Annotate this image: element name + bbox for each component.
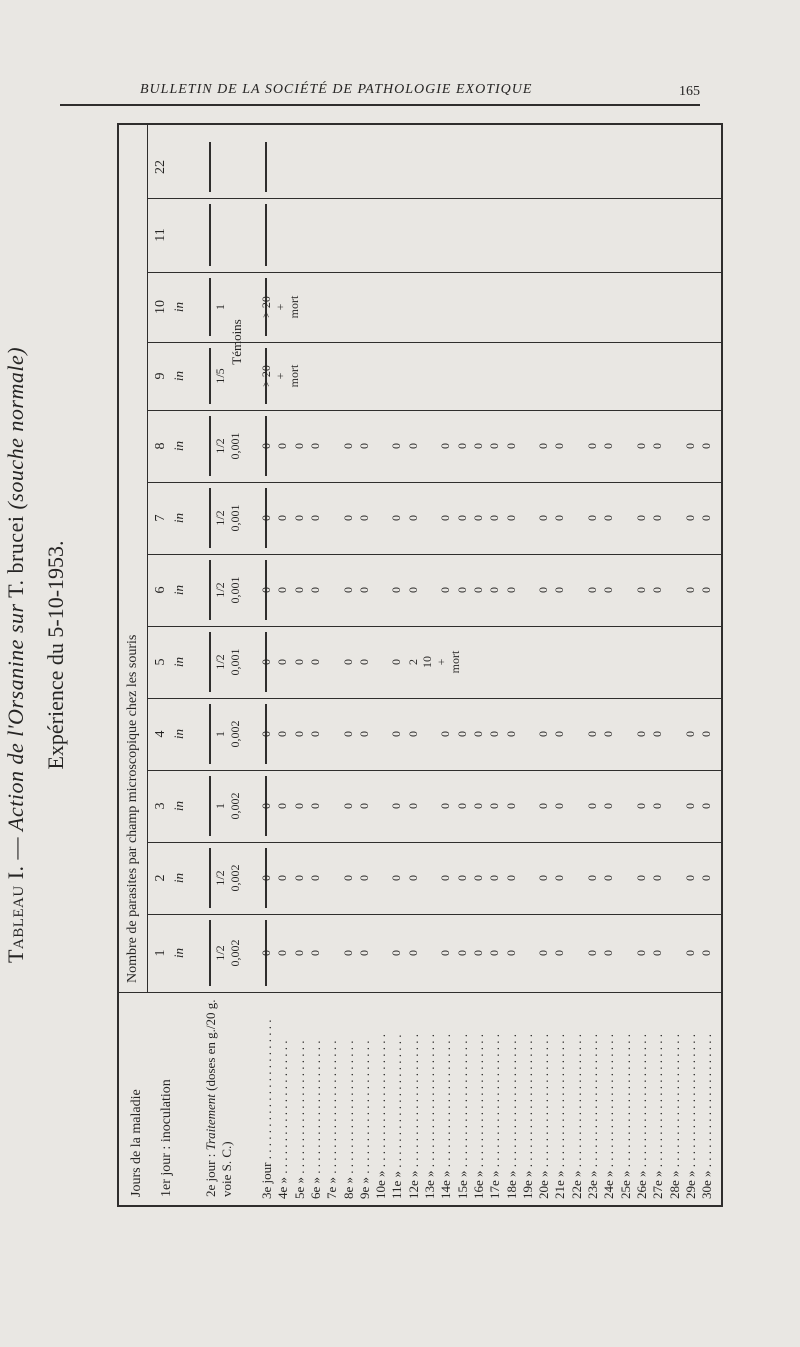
- mouse-number: 5: [153, 658, 168, 666]
- parasite-count: 0: [291, 443, 306, 449]
- mouse-column: [147, 698, 721, 771]
- day-row-label: 24e » . . . . . . . . . . . . . . . . . . . . .: [601, 1033, 617, 1199]
- parasite-count: 0: [405, 875, 420, 881]
- parasite-count: 0: [503, 950, 518, 956]
- parasite-count: 0: [633, 587, 648, 593]
- parasite-count: 0: [405, 950, 420, 956]
- day-row-label: 11e » . . . . . . . . . . . . . . . . . . . . .: [389, 1034, 405, 1199]
- parasite-count: 0: [650, 443, 665, 449]
- parasite-count: 0: [275, 803, 290, 809]
- mouse-number: 3: [153, 802, 168, 810]
- parasite-count: 0: [340, 803, 355, 809]
- mouse-route: in: [171, 301, 186, 313]
- day-row-label: 8e » . . . . . . . . . . . . . . . . . . . . .: [340, 1040, 356, 1199]
- temoins-label: Témoins: [229, 319, 244, 365]
- parasite-count: 0: [633, 515, 648, 521]
- day-row-label: 12e » . . . . . . . . . . . . . . . . . . . . .: [405, 1033, 421, 1199]
- parasite-count: 0: [536, 803, 551, 809]
- parasite-count: 0: [454, 803, 469, 809]
- parasite-count: 0: [438, 587, 453, 593]
- dose-divider: [265, 204, 267, 266]
- parasite-count: 0: [699, 950, 714, 956]
- mouse-column: [147, 136, 721, 199]
- day-row-label: 27e » . . . . . . . . . . . . . . . . . . . . .: [650, 1033, 666, 1199]
- parasite-count: 0: [552, 731, 567, 737]
- mouse-number: 4: [153, 730, 168, 738]
- header-divider: [209, 848, 211, 908]
- parasite-count: 0: [503, 731, 518, 737]
- parasite-count: 0: [601, 731, 616, 737]
- super-header: [119, 125, 148, 993]
- treatment-word: Traitement: [203, 1094, 218, 1151]
- header-divider: [209, 560, 211, 620]
- day-row-label: 29e » . . . . . . . . . . . . . . . . . . . . .: [682, 1033, 698, 1199]
- dose-cell: 1 0,002: [213, 792, 242, 820]
- parasite-count: 0: [438, 443, 453, 449]
- parasite-count: 0: [503, 515, 518, 521]
- parasite-count: 0: [389, 875, 404, 881]
- parasite-count: 0: [275, 587, 290, 593]
- running-title: BULLETIN DE LA SOCIÉTÉ DE PATHOLOGIE EXOTIQUE: [140, 82, 533, 97]
- parasite-count: 0: [536, 731, 551, 737]
- parasite-count: 0: [650, 803, 665, 809]
- super-header-label: Nombre de parasites par champ microscopique chez les souris: [125, 634, 140, 983]
- parasite-count: 0: [633, 803, 648, 809]
- dose-cell: 1 0,002: [213, 720, 242, 748]
- parasite-count: 0: [307, 731, 322, 737]
- parasite-count: 0: [356, 659, 371, 665]
- parasite-count: 0: [585, 950, 599, 956]
- parasite-count: 0: [405, 803, 420, 809]
- day-row-label: 9e » . . . . . . . . . . . . . . . . . . . . .: [356, 1040, 372, 1199]
- parasite-count: 0: [470, 950, 485, 956]
- parasite-count: 0: [275, 731, 290, 737]
- caption-experiment: Expérience du 5-10-1953.: [43, 540, 68, 770]
- mouse-number: 6: [153, 586, 168, 594]
- page-header: [60, 78, 700, 108]
- day-row-label: 5e » . . . . . . . . . . . . . . . . . . . . .: [291, 1040, 307, 1199]
- parasite-count: 0: [585, 731, 599, 737]
- dose-cell: 1/5: [213, 368, 227, 384]
- header-rule: [60, 104, 700, 106]
- parasite-count: 0: [259, 731, 273, 737]
- day-row-label: 23e » . . . . . . . . . . . . . . . . . . . . .: [585, 1033, 600, 1199]
- mouse-route: in: [171, 800, 186, 812]
- parasite-count: 0: [536, 587, 551, 593]
- days-column: [119, 992, 721, 1205]
- parasite-count: 0: [536, 950, 551, 956]
- day-row-label: 14e » . . . . . . . . . . . . . . . . . . . . .: [438, 1033, 454, 1199]
- day-row-label: 25e » . . . . . . . . . . . . . . . . . . . . .: [617, 1033, 633, 1199]
- parasite-count: 0: [259, 443, 273, 449]
- parasite-count: 0: [405, 515, 420, 521]
- parasite-count: 0: [536, 443, 551, 449]
- day-row-label: 22e » . . . . . . . . . . . . . . . . . . . . .: [568, 1033, 584, 1199]
- mouse-column: [147, 198, 721, 273]
- parasite-count: 0: [291, 731, 306, 737]
- parasite-count: 0: [470, 731, 485, 737]
- parasite-count: 0: [340, 875, 355, 881]
- caption-title: Action de l'Orsanine sur: [3, 603, 28, 831]
- parasite-count: 0: [601, 443, 616, 449]
- inoculation-row: 1er jour : inoculation: [159, 1079, 174, 1197]
- parasite-count: 0: [340, 731, 355, 737]
- mouse-number: 2: [153, 874, 168, 882]
- parasite-count: 0: [650, 587, 665, 593]
- parasite-count: 0: [699, 731, 714, 737]
- parasite-count: 0: [487, 515, 502, 521]
- parasite-count: 0: [503, 803, 518, 809]
- header-divider: [209, 142, 211, 192]
- header-divider: [209, 776, 211, 836]
- parasite-count: 0: [470, 515, 485, 521]
- days-header: Jours de la maladie: [129, 1089, 144, 1197]
- parasite-count: 0: [405, 731, 420, 737]
- caption-species: T. brucei: [3, 509, 28, 604]
- parasite-count: 0: [470, 803, 485, 809]
- parasite-count: 0: [682, 950, 697, 956]
- parasite-count: 0: [585, 515, 599, 521]
- parasite-count: 0: [585, 587, 599, 593]
- parasite-count: 0: [307, 659, 322, 665]
- parasite-count: 0: [291, 803, 306, 809]
- parasite-count: 0: [682, 515, 697, 521]
- caption-strain: (souche normale): [3, 346, 28, 510]
- treatment-prefix: 2e jour :: [203, 1150, 218, 1197]
- parasite-count: 0: [291, 659, 306, 665]
- day-row-label: 4e » . . . . . . . . . . . . . . . . . . . . .: [275, 1040, 291, 1199]
- parasite-count: 0: [389, 443, 404, 449]
- parasite-count: 0: [633, 875, 648, 881]
- parasite-count: 0: [682, 803, 697, 809]
- day-row-label: 7e » . . . . . . . . . . . . . . . . . . . . .: [324, 1040, 340, 1199]
- parasite-count: 0: [601, 515, 616, 521]
- day-row-label: 17e » . . . . . . . . . . . . . . . . . . . . .: [487, 1033, 503, 1199]
- parasite-count: 0: [552, 950, 567, 956]
- death-marker: > 20 + mort: [259, 295, 301, 319]
- parasite-count: 0: [470, 875, 485, 881]
- parasite-count: 0: [487, 731, 502, 737]
- parasite-count: 0: [552, 515, 567, 521]
- parasite-count: 0: [275, 950, 290, 956]
- parasite-count: 0: [356, 803, 371, 809]
- parasite-count: 0: [487, 587, 502, 593]
- parasite-count: 0: [259, 875, 273, 881]
- page-number: 165: [679, 84, 700, 99]
- parasite-count: 0: [259, 515, 273, 521]
- mouse-column: [147, 842, 721, 915]
- mouse-route: in: [171, 872, 186, 884]
- parasite-count: 0: [340, 950, 355, 956]
- parasite-count: 0: [682, 443, 697, 449]
- parasite-count: 0: [601, 803, 616, 809]
- mouse-column: [147, 482, 721, 555]
- parasite-count: 0: [389, 731, 404, 737]
- day-row-label: 18e » . . . . . . . . . . . . . . . . . . . . .: [503, 1033, 519, 1199]
- data-table: [117, 123, 723, 1207]
- caption-dash: —: [3, 830, 28, 866]
- header-divider: [209, 204, 211, 266]
- parasite-count: 0: [291, 587, 306, 593]
- parasite-count: 0: [633, 443, 648, 449]
- parasite-count: 0: [454, 950, 469, 956]
- death-marker: 2 10 + mort: [405, 650, 462, 674]
- parasite-count: 0: [307, 875, 322, 881]
- parasite-count: 0: [601, 875, 616, 881]
- parasite-count: 0: [470, 443, 485, 449]
- parasite-count: 0: [454, 443, 469, 449]
- parasite-count: 0: [585, 875, 599, 881]
- dose-cell: 1/2 0,002: [213, 864, 242, 892]
- parasite-count: 0: [699, 875, 714, 881]
- day-row-label: 16e » . . . . . . . . . . . . . . . . . . . . .: [470, 1033, 486, 1199]
- parasite-count: 0: [291, 875, 306, 881]
- parasite-count: 0: [259, 950, 273, 956]
- parasite-count: 0: [503, 587, 518, 593]
- parasite-count: 0: [275, 515, 290, 521]
- header-divider: [209, 416, 211, 476]
- parasite-count: 0: [291, 515, 306, 521]
- day-row-label: 19e » . . . . . . . . . . . . . . . . . . . . .: [519, 1033, 535, 1199]
- mouse-number: 10: [153, 300, 168, 314]
- parasite-count: 0: [356, 731, 371, 737]
- day-row-label: 21e » . . . . . . . . . . . . . . . . . . . . .: [552, 1033, 568, 1199]
- parasite-count: 0: [340, 659, 355, 665]
- parasite-count: 0: [356, 587, 371, 593]
- parasite-count: 0: [405, 443, 420, 449]
- parasite-count: 0: [405, 587, 420, 593]
- parasite-count: 0: [487, 875, 502, 881]
- parasite-count: 0: [307, 587, 322, 593]
- parasite-count: 0: [389, 950, 404, 956]
- parasite-count: 0: [552, 803, 567, 809]
- treatment-suffix: (doses en g./20 g. voie S. C.): [203, 999, 234, 1197]
- parasite-count: 0: [552, 875, 567, 881]
- mouse-number: 22: [153, 160, 168, 174]
- header-divider: [209, 348, 211, 404]
- parasite-count: 0: [503, 875, 518, 881]
- mouse-column: [147, 770, 721, 843]
- mouse-number: 9: [153, 372, 168, 380]
- parasite-count: 0: [650, 950, 665, 956]
- parasite-count: 0: [307, 443, 322, 449]
- parasite-count: 0: [307, 950, 322, 956]
- parasite-count: 0: [699, 587, 714, 593]
- parasite-count: 0: [275, 443, 290, 449]
- parasite-count: 0: [536, 515, 551, 521]
- parasite-count: 0: [340, 443, 355, 449]
- parasite-count: 0: [389, 659, 404, 665]
- parasite-count: 0: [275, 659, 290, 665]
- parasite-count: 0: [487, 803, 502, 809]
- day-row-label: 3e jour . . . . . . . . . . . . . . . . . . . . . .: [259, 1019, 274, 1199]
- parasite-count: 0: [259, 803, 273, 809]
- parasite-count: 0: [356, 443, 371, 449]
- parasite-count: 0: [291, 950, 306, 956]
- parasite-count: 0: [356, 875, 371, 881]
- day-row-label: 28e » . . . . . . . . . . . . . . . . . . . . .: [666, 1033, 682, 1199]
- dose-cell: 1/2 0,001: [213, 432, 242, 460]
- parasite-count: 0: [601, 950, 616, 956]
- parasite-count: 0: [438, 950, 453, 956]
- parasite-count: 0: [650, 875, 665, 881]
- parasite-count: 0: [389, 515, 404, 521]
- parasite-count: 0: [487, 443, 502, 449]
- parasite-count: 0: [340, 587, 355, 593]
- parasite-count: 0: [389, 587, 404, 593]
- header-divider: [209, 278, 211, 336]
- day-row-label: 26e » . . . . . . . . . . . . . . . . . . . . .: [633, 1033, 649, 1199]
- parasite-count: 0: [682, 875, 697, 881]
- mouse-route: in: [171, 656, 186, 668]
- parasite-count: 0: [699, 803, 714, 809]
- parasite-count: 0: [275, 875, 290, 881]
- mouse-route: in: [171, 512, 186, 524]
- parasite-count: 0: [438, 731, 453, 737]
- parasite-count: 0: [454, 875, 469, 881]
- parasite-count: 0: [454, 515, 469, 521]
- mouse-number: 7: [153, 514, 168, 522]
- dose-cell: 1/2 0,001: [213, 648, 242, 676]
- parasite-count: 0: [585, 443, 599, 449]
- parasite-count: 0: [340, 515, 355, 521]
- day-row-label: 15e » . . . . . . . . . . . . . . . . . . . . .: [454, 1033, 470, 1199]
- mouse-column: [147, 626, 721, 699]
- day-row-label: 30e » . . . . . . . . . . . . . . . . . . . . .: [699, 1033, 715, 1199]
- parasite-count: 0: [503, 443, 518, 449]
- dose-cell: 1/2 0,002: [213, 939, 242, 967]
- table-label: Tableau I.: [3, 865, 28, 964]
- parasite-count: 0: [552, 587, 567, 593]
- mouse-number: 1: [153, 949, 168, 957]
- parasite-count: 0: [438, 875, 453, 881]
- parasite-count: 0: [633, 950, 648, 956]
- parasite-count: 0: [682, 587, 697, 593]
- parasite-count: 0: [438, 515, 453, 521]
- mice-area: [119, 125, 721, 993]
- mouse-number: 11: [153, 228, 168, 242]
- parasite-count: 0: [699, 515, 714, 521]
- mouse-route: in: [171, 440, 186, 452]
- parasite-count: 0: [470, 587, 485, 593]
- mouse-route: in: [171, 947, 186, 959]
- day-row-label: 20e » . . . . . . . . . . . . . . . . . . . . .: [536, 1033, 552, 1199]
- parasite-count: 0: [536, 875, 551, 881]
- header-divider: [209, 704, 211, 764]
- mouse-number: 8: [153, 442, 168, 450]
- death-marker: > 20 + mort: [259, 364, 301, 388]
- dose-cell: 1/2 0,001: [213, 576, 242, 604]
- mouse-route: in: [171, 370, 186, 382]
- parasite-count: 0: [699, 443, 714, 449]
- parasite-count: 0: [682, 731, 697, 737]
- mouse-column: [147, 410, 721, 483]
- table-caption: [0, 155, 105, 1155]
- header-divider: [209, 632, 211, 692]
- parasite-count: 0: [650, 731, 665, 737]
- dose-cell: 1/2 0,001: [213, 504, 242, 532]
- parasite-count: 0: [438, 803, 453, 809]
- parasite-count: 0: [585, 803, 599, 809]
- day-row-label: 6e » . . . . . . . . . . . . . . . . . . . . .: [307, 1040, 323, 1199]
- parasite-count: 0: [454, 587, 469, 593]
- parasite-count: 0: [356, 950, 371, 956]
- parasite-count: 0: [633, 731, 648, 737]
- parasite-count: 0: [356, 515, 371, 521]
- day-row-label: 13e » . . . . . . . . . . . . . . . . . . . . .: [422, 1033, 437, 1199]
- header-divider: [209, 920, 211, 986]
- parasite-count: 0: [552, 443, 567, 449]
- parasite-count: 0: [650, 515, 665, 521]
- dose-cell: 1: [213, 304, 227, 310]
- treatment-row: [203, 997, 235, 1197]
- mouse-column: [147, 914, 721, 993]
- header-divider: [209, 488, 211, 548]
- parasite-count: 0: [259, 659, 273, 665]
- parasite-count: 0: [389, 803, 404, 809]
- dose-divider: [265, 142, 267, 192]
- parasite-count: 0: [487, 950, 502, 956]
- parasite-count: 0: [259, 587, 273, 593]
- mouse-route: in: [171, 584, 186, 596]
- day-row-label: 10e » . . . . . . . . . . . . . . . . . . . . .: [373, 1033, 389, 1199]
- parasite-count: 0: [454, 731, 469, 737]
- mouse-route: in: [171, 728, 186, 740]
- parasite-count: 0: [307, 803, 322, 809]
- parasite-count: 0: [601, 587, 616, 593]
- mouse-column: [147, 554, 721, 627]
- parasite-count: 0: [307, 515, 322, 521]
